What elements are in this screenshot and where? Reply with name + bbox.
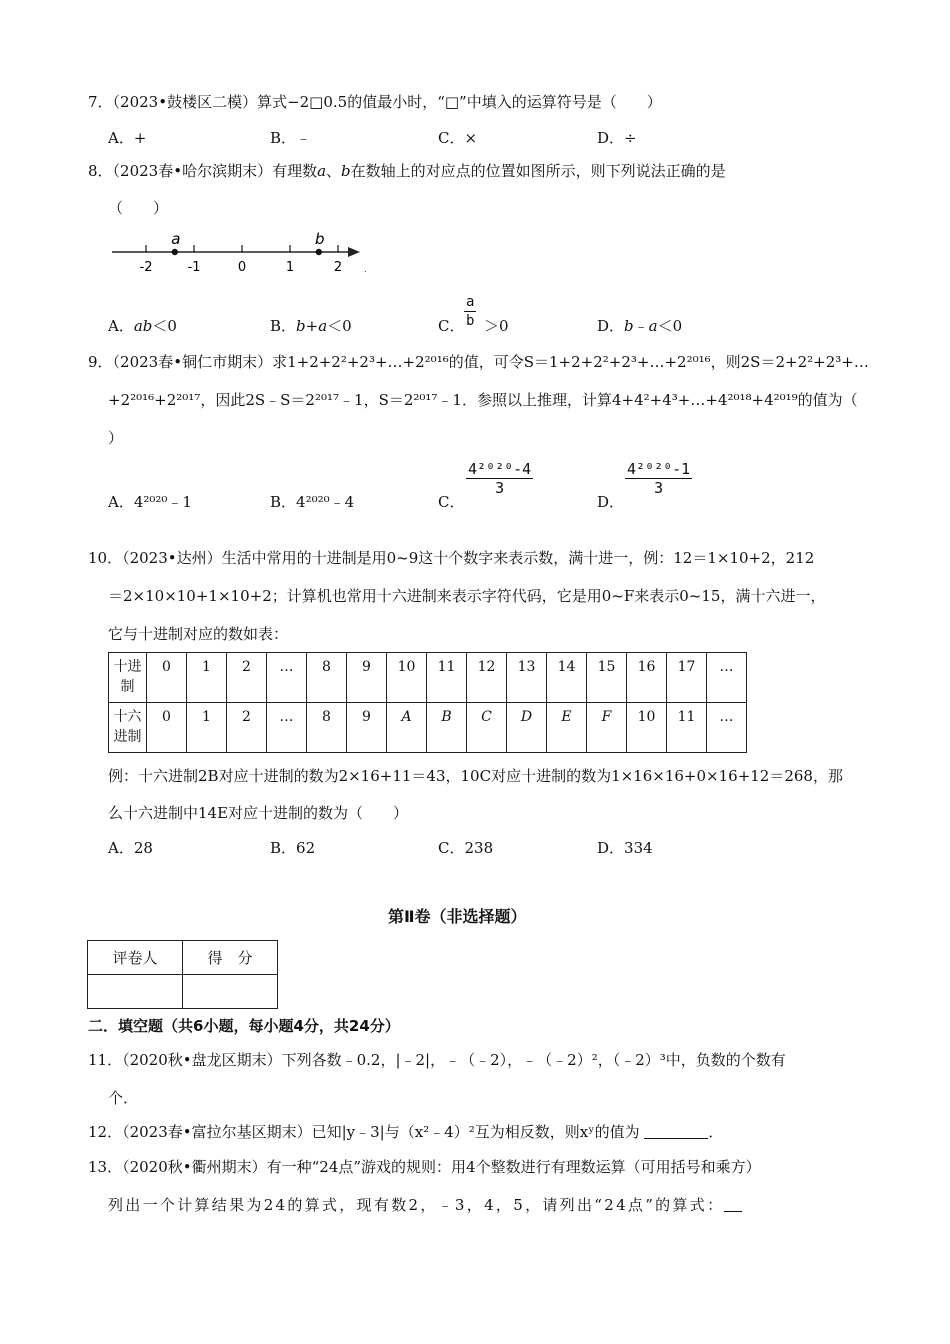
- q9-option-a[interactable]: A．4²⁰²⁰﹣1: [108, 493, 192, 511]
- decimal-cell: 10: [387, 653, 427, 703]
- decimal-cell: 12: [467, 653, 507, 703]
- q8-option-d[interactable]: D．b﹣a＜0: [597, 317, 683, 335]
- number-line-figure: [108, 228, 370, 278]
- point-b-dot: [316, 249, 322, 255]
- hex-cell: E: [547, 703, 587, 753]
- hex-conversion-table: [108, 652, 747, 753]
- q10-stem-line1: 10．（2023•达州）生活中常用的十进制是用0~9这十个数字来表示数，满十进一，例：12＝1×10+2，212: [88, 549, 815, 567]
- score-table-score-cell[interactable]: [183, 975, 278, 1009]
- q10-option-d[interactable]: D．334: [597, 839, 653, 857]
- hex-cell: F: [587, 703, 627, 753]
- table-row-decimal: [109, 653, 747, 703]
- q12-answer-blank[interactable]: [644, 1124, 708, 1139]
- hex-cell: 2: [227, 703, 267, 753]
- hex-cell: C: [467, 703, 507, 753]
- score-table-score-header: 得 分: [183, 941, 278, 975]
- q8-option-c-fraction: $\frac{a}{b}$: [466, 294, 475, 329]
- hex-cell: 8: [307, 703, 347, 753]
- q9-stem-line2: +2²⁰¹⁶+2²⁰¹⁷，因此2S﹣S＝2²⁰¹⁷﹣1，S＝2²⁰¹⁷﹣1．参照以上推理，计算4+4²+4³+…+4²⁰¹⁸+4²⁰¹⁹的值为（: [108, 391, 858, 409]
- hex-cell: 11: [667, 703, 707, 753]
- decimal-cell: 9: [347, 653, 387, 703]
- point-a-dot: [172, 249, 178, 255]
- decimal-cell: 11: [427, 653, 467, 703]
- q11-stem-line2: 个．: [108, 1089, 139, 1107]
- q7-option-c[interactable]: C．×: [438, 129, 478, 147]
- q7-option-d[interactable]: D．÷: [597, 129, 637, 147]
- hex-cell: …: [267, 703, 307, 753]
- number-line-arrow-icon: [348, 247, 360, 257]
- q9-option-b[interactable]: B．4²⁰²⁰﹣4: [270, 493, 355, 511]
- hex-cell: 10: [627, 703, 667, 753]
- decimal-cell: …: [707, 653, 747, 703]
- figure-marker: .: [364, 265, 367, 274]
- hex-cell: 0: [147, 703, 187, 753]
- fill-in-heading: 二．填空题（共6小题，每小题4分，共24分）: [88, 1017, 400, 1035]
- number-line-tick-label: 1: [285, 260, 295, 275]
- hex-cell: 9: [347, 703, 387, 753]
- q10-option-b[interactable]: B．62: [270, 839, 316, 857]
- q9-option-c[interactable]: C．: [438, 493, 465, 511]
- q10-option-c[interactable]: C．238: [438, 839, 494, 857]
- decimal-cell: 15: [587, 653, 627, 703]
- hex-cell: …: [707, 703, 747, 753]
- table-row-hex: [109, 703, 747, 753]
- q10-option-a[interactable]: A．28: [108, 839, 153, 857]
- decimal-cell: 0: [147, 653, 187, 703]
- q7-stem: 7．（2023•鼓楼区二模）算式−2□0.5的值最小时，“□”中填入的运算符号是（ ）: [88, 93, 662, 111]
- decimal-cell: 17: [667, 653, 707, 703]
- decimal-cell: 8: [307, 653, 347, 703]
- score-table: [87, 940, 278, 1009]
- decimal-cell: 16: [627, 653, 667, 703]
- table-header-decimal: 十进 制: [109, 653, 147, 703]
- q9-option-d[interactable]: D．: [597, 493, 625, 511]
- q10-stem-line3: 它与十进制对应的数如表：: [108, 625, 289, 643]
- decimal-cell: …: [267, 653, 307, 703]
- decimal-cell: 13: [507, 653, 547, 703]
- decimal-cell: 2: [227, 653, 267, 703]
- point-a-label: a: [171, 230, 181, 248]
- q9-option-d-fraction: $\frac{\text{4²⁰²⁰-1}}{3}$: [627, 460, 691, 497]
- q8-option-c[interactable]: C．: [438, 317, 465, 335]
- decimal-cell: 14: [547, 653, 587, 703]
- score-table-grader-header: 评卷人: [88, 941, 183, 975]
- q10-stem-line2: ＝2×10×10+1×10+2；计算机也常用十六进制来表示字符代码，它是用0~F来表示0~15，满十六进一，: [108, 587, 826, 605]
- hex-cell: B: [427, 703, 467, 753]
- number-line-tick-label: -1: [187, 260, 201, 275]
- q10-question-line: 么十六进制中14E对应十进制的数为（ ）: [108, 804, 409, 822]
- table-header-hex: 十六 进制: [109, 703, 147, 753]
- number-line-tick-label: 0: [237, 260, 247, 275]
- q8-option-a[interactable]: A．ab＜0: [108, 317, 177, 335]
- q8-stem-paren: （ ）: [108, 199, 169, 217]
- point-b-label: b: [315, 230, 325, 248]
- q7-option-b[interactable]: B．﹣: [270, 129, 312, 147]
- q10-example-line: 例：十六进制2B对应十进制的数为2×16+11＝43，10C对应十进制的数为1×16×16+0×16+12＝268，那: [108, 767, 843, 785]
- q7-option-a[interactable]: A．+: [108, 129, 147, 147]
- hex-cell: D: [507, 703, 547, 753]
- q11-stem-line1: 11．（2020秋•盘龙区期末）下列各数﹣0.2，|﹣2|，﹣（﹣2），﹣（﹣2）²，（﹣2）³中，负数的个数有: [88, 1051, 786, 1069]
- hex-cell: A: [387, 703, 427, 753]
- q13-stem-line2: 列出一个计算结果为24的算式，现有数2，﹣3，4，5，请列出“24点”的算式：: [108, 1195, 742, 1215]
- q9-option-c-fraction: $\frac{\text{4²⁰²⁰-4}}{3}$: [468, 460, 532, 497]
- q13-stem-line1: 13．（2020秋•衢州期末）有一种“24点”游戏的规则：用4个整数进行有理数运算（可用括号和乘方）: [88, 1158, 761, 1176]
- score-table-grader-cell[interactable]: [88, 975, 183, 1009]
- q8-option-b[interactable]: B．b+a＜0: [270, 317, 352, 335]
- q9-stem-line3: ）: [108, 429, 124, 447]
- q13-answer-blank[interactable]: [724, 1197, 742, 1212]
- decimal-cell: 1: [187, 653, 227, 703]
- section-title: 第Ⅱ卷（非选择题）: [388, 907, 527, 926]
- q12-stem: 12．（2023春•富拉尔基区期末）已知|y﹣3|与（x²﹣4）²互为相反数，则xʸ的值为 ．: [88, 1123, 724, 1141]
- number-line-tick-label: 2: [333, 260, 343, 275]
- q8-option-c-tail: ＞0: [484, 317, 509, 335]
- hex-cell: 1: [187, 703, 227, 753]
- number-line-tick-label: -2: [139, 260, 153, 275]
- q9-stem-line1: 9．（2023春•铜仁市期末）求1+2+2²+2³+…+2²⁰¹⁶的值，可令S＝1+2+2²+2³+…+2²⁰¹⁶，则2S＝2+2²+2³+…: [88, 353, 869, 371]
- q8-stem: 8．（2023春•哈尔滨期末）有理数a、b在数轴上的对应点的位置如图所示，则下列说法正确的是: [88, 162, 726, 180]
